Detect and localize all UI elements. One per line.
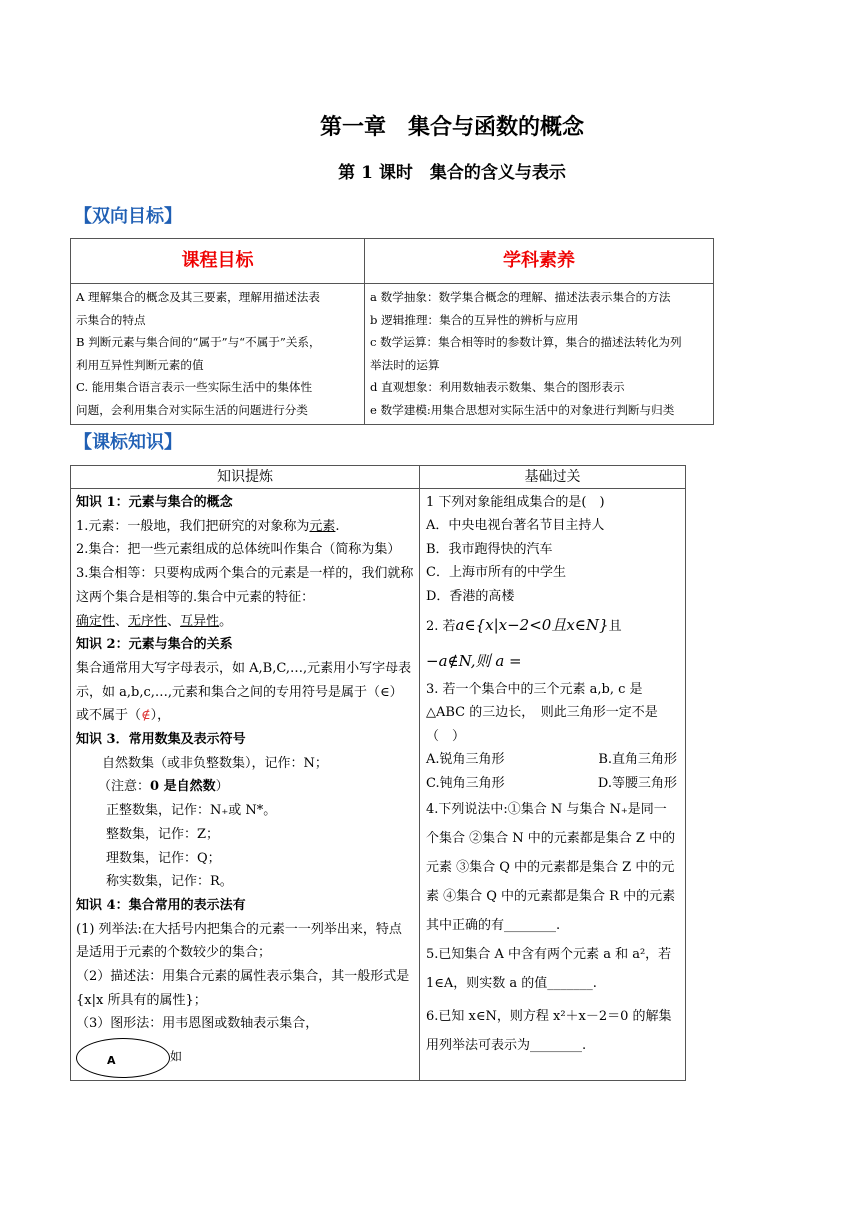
question-1-option-c: C．上海市所有的中学生 [426, 565, 566, 581]
goal-line: 利用互异性判断元素的值 [76, 357, 204, 372]
goals-header-left: 课程目标 [71, 239, 365, 284]
number-set-integer: 整数集，记作：Z； [106, 826, 220, 842]
question-1-option-d: D．香港的高楼 [426, 588, 515, 604]
goal-line: B 判断元素与集合间的“属于”与“不属于”关系， [76, 335, 321, 350]
question-3-option-b: B.直角三角形 [598, 752, 677, 768]
number-set-positive-integer: 正整数集，记作：N₊或 N*。 [106, 803, 277, 819]
knowledge-1-title: 知识 1：元素与集合的概念 [76, 495, 233, 510]
knowledge-1-item-2: 2.集合：把一些元素组成的总体统叫作集合（简称为集） [76, 542, 401, 558]
section-heading-goals: 【双向目标】 [74, 206, 182, 227]
question-5: 5.已知集合 A 中含有两个元素 a 和 a²，若 1∈A，则实数 a 的值_______. [426, 947, 672, 992]
representation-graph: （3）图形法：用韦恩图或数轴表示集合， [76, 1016, 319, 1032]
goals-right-cell [365, 284, 714, 425]
goal-line: 示集合的特点 [76, 312, 146, 327]
knowledge-2-title: 知识 2：元素与集合的关系 [76, 637, 233, 653]
question-3-option-d: D.等腰三角形 [597, 775, 677, 791]
question-2: 2. 若a∈{x|x−2<0且x∈N}且 [426, 616, 622, 635]
question-3-option-c: C.钝角三角形 [426, 775, 505, 791]
knowledge-4-title: 知识 4：集合常用的表示法有 [76, 897, 246, 913]
question-2-line-2: −a∉N,则 a = [426, 652, 522, 671]
question-3-option-a: A.锐角三角形 [426, 752, 505, 768]
goal-line: A 理解集合的概念及其三要素，理解用描述法表 [76, 290, 320, 304]
knowledge-header-right: 基础过关 [420, 466, 686, 489]
goals-header-right: 学科素养 [365, 239, 714, 284]
knowledge-1-item-3: 3.集合相等：只要构成两个集合的元素是一样的，我们就称这两个集合是相等的.集合中元素的特征： 确定性、无序性、互异性。 [76, 566, 414, 629]
goals-left-cell [71, 284, 365, 425]
section-heading-knowledge: 【课标知识】 [74, 432, 182, 453]
knowledge-header-left: 知识提炼 [71, 466, 420, 489]
number-set-natural: 自然数集（或非负整数集），记作：N； [102, 755, 328, 771]
venn-diagram-row: A 如 [76, 1036, 414, 1078]
question-1-option-b: B．我市跑得快的汽车 [426, 541, 553, 557]
question-1-option-a: A．中央电视台著名节目主持人 [426, 518, 605, 534]
lesson-title: 第 1 课时 集合的含义与表示 [338, 163, 566, 183]
representation-description: （2）描述法：用集合元素的属性表示集合，其一般形式是{x|x 所具有的属性}； [76, 969, 410, 1008]
question-4: 4.下列说法中:①集合 N 与集合 N₊是同一个集合 ②集合 N 中的元素都是集合 Z 中的元素 ③集合 Q 中的元素都是集合 Z 中的元素 ④集合 Q 中的元素都是集合 R 中的元素 [426, 802, 676, 905]
representation-listing: (1) 列举法:在大括号内把集合的元素一一列举出来，特点是适用于元素的个数较少的集合； [76, 921, 402, 961]
knowledge-1-item-1: 1.元素：一般地，我们把研究的对象称为元素. [76, 518, 340, 534]
goal-line: 问题，会利用集合对实际生活的问题进行分类 [76, 402, 308, 417]
number-set-rational: 理数集，记作：Q； [106, 850, 221, 866]
question-6: 6.已知 x∈N，则方程 x²＋x－2＝0 的解集用列举法可表示为________. [426, 1009, 672, 1054]
question-3-options-row-2 [426, 772, 679, 795]
literacy-line: a 数学抽象：数学集合概念的理解、描述法表示集合的方法 [370, 290, 671, 304]
question-4-answer: 其中正确的有________. [426, 918, 561, 934]
knowledge-2-text: 集合通常用大写字母表示，如 A,B,C,…,元素用小写字母表示，如 a,b,c,…,元素和集合之间的专用符号是属于（∈）或不属于（∉）， [76, 660, 412, 724]
number-set-real: 称实数集，记作：R。 [106, 874, 233, 890]
not-element-of-symbol: ∉ [141, 708, 151, 724]
knowledge-table [70, 465, 686, 1081]
question-1: 1 下列对象能组成集合的是( ) [426, 495, 605, 510]
number-set-note: （注意：0 是自然数） [98, 779, 229, 795]
chapter-title: 第一章 集合与函数的概念 [319, 114, 584, 140]
literacy-line: b 逻辑推理：集合的互异性的辨析与应用 [370, 312, 579, 327]
goals-table [70, 238, 714, 425]
knowledge-cell [71, 489, 420, 1081]
exercise-cell [420, 489, 686, 1081]
question-3-options-row-1 [426, 748, 679, 771]
literacy-line: c 数学运算：集合相等时的参数计算，集合的描述法转化为列 [370, 335, 682, 350]
question-3: 3. 若一个集合中的三个元素 a,b, c 是△ABC 的三边长， 则此三角形一定不是（ ） [426, 682, 658, 744]
literacy-line: d 直观想象：利用数轴表示数集、集合的图形表示 [370, 380, 625, 395]
goal-line: C. 能用集合语言表示一些实际生活中的集体性 [76, 380, 313, 395]
literacy-line: e 数学建模:用集合思想对实际生活中的对象进行判断与归类 [370, 402, 675, 417]
venn-diagram-icon: A [76, 1038, 170, 1078]
literacy-line: 举法时的运算 [370, 357, 440, 372]
knowledge-3-title: 知识 3．常用数集及表示符号 [76, 732, 246, 748]
